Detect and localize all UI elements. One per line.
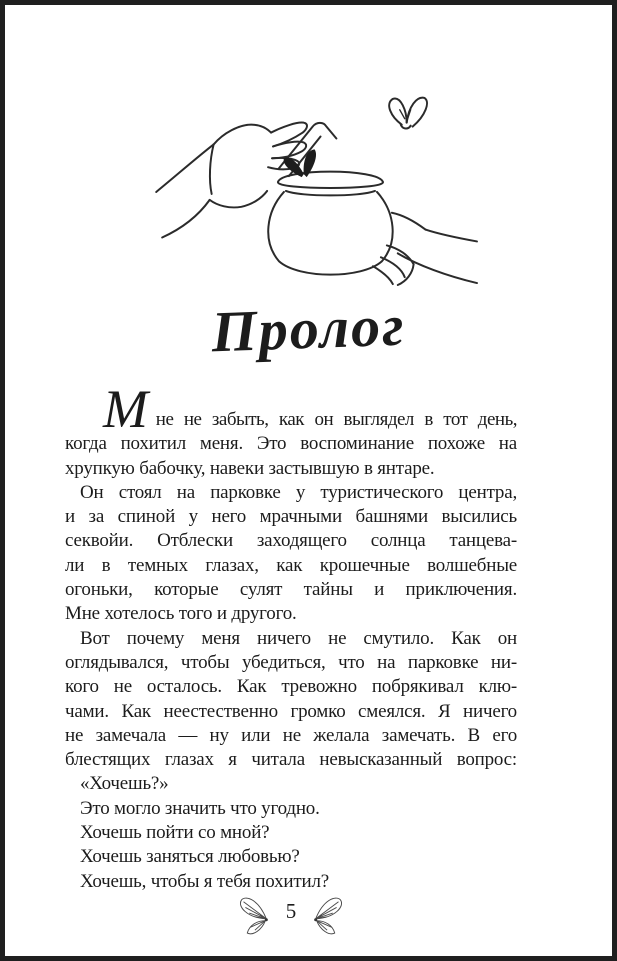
text-line: Хочешь пойти со мной? <box>80 822 270 844</box>
paragraph-first-line: М не не забыть, как он выглядел в тот день, <box>103 379 517 439</box>
text-line: «Хочешь?» <box>80 773 169 795</box>
text-line: ли в темных глазах, как крошечные волшебные <box>65 554 517 576</box>
text-line: Мне хотелось того и другого. <box>65 603 297 625</box>
text-line: не не забыть, как он выглядел в тот день, <box>155 409 517 430</box>
page-footer <box>65 894 517 936</box>
jar-icon <box>268 172 392 275</box>
text-line: секвойи. Отблески заходящего солнца танцева- <box>65 530 517 552</box>
body-text <box>65 379 517 894</box>
text-line: оглядывался, чтобы убедиться, что на парковке ни- <box>65 651 517 673</box>
text-line: хрупкую бабочку, навеки застывшую в янтаре. <box>65 457 435 479</box>
text-line: Вот почему меня ничего не смутило. Как он <box>80 627 517 649</box>
jar-hands-illustration <box>150 89 480 287</box>
text-line: когда похитил меня. Это воспоминание похоже на <box>65 433 517 455</box>
text-line: чами. Как неестественно громко смеялся. Я ничего <box>65 700 517 722</box>
chapter-title: Пролог <box>210 292 407 365</box>
page-number: 5 <box>285 898 297 923</box>
text-line: и за спиной у него мрачными башнями высились <box>65 506 517 528</box>
text-line: блестящих глазах я читала невысказанный вопрос: <box>65 749 517 771</box>
text-line: Хочешь заняться любовью? <box>80 846 300 868</box>
text-line: Это могло значить что угодно. <box>80 797 320 819</box>
text-line: не замечала — ну или не желала замечать. В его <box>65 724 517 746</box>
text-line: кого не осталось. Как тревожно побрякивал клю- <box>65 676 517 698</box>
text-line: Он стоял на парковке у туристического центра, <box>80 481 517 503</box>
text-line: огоньки, которые сулят тайны и приключения. <box>65 579 517 601</box>
left-hand-icon <box>156 123 336 238</box>
text-line: Хочешь, чтобы я тебя похитил? <box>80 870 329 892</box>
butterfly-wing-ornament-left-icon <box>234 894 272 936</box>
flying-butterfly-icon <box>389 98 427 129</box>
butterfly-wing-ornament-right-icon <box>310 894 348 936</box>
